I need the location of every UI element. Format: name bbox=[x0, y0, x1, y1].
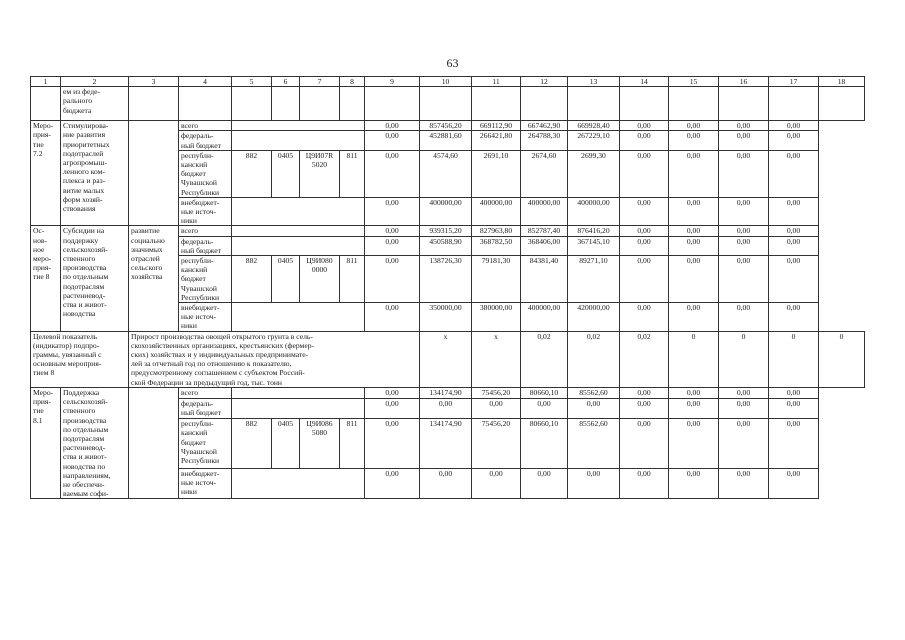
value-cell: 2691,10 bbox=[472, 150, 521, 197]
value-cell: 0,00 bbox=[620, 419, 669, 469]
m8-codes-empty-mid bbox=[232, 236, 365, 255]
cont-empty-17 bbox=[769, 87, 819, 121]
value-cell: 0,00 bbox=[420, 398, 472, 419]
cont-empty-4 bbox=[179, 87, 232, 121]
cont-name: ем из феде- рального бюджета bbox=[61, 87, 129, 121]
header-col-5: 5 bbox=[232, 77, 272, 87]
m8-source: внебюджет- ные источ- ники bbox=[179, 303, 232, 332]
value-cell: 0,00 bbox=[620, 469, 669, 499]
m72-code-grbs: 882 bbox=[232, 150, 272, 197]
m72-name: Стимулирова- ние развития приоритетных подотраслей агропромыш- ленного ком- плекса и раз- витие малых форм хозяй- ствования bbox=[61, 121, 129, 226]
value-cell: 852787,40 bbox=[521, 226, 568, 236]
value-cell: 827963,80 bbox=[472, 226, 521, 236]
cont-empty-14 bbox=[620, 87, 669, 121]
m72-goal bbox=[129, 121, 179, 226]
value-cell: 0,00 bbox=[719, 303, 769, 332]
m81-label: Меро- прия- тие 8.1 bbox=[31, 387, 61, 498]
header-col-10: 10 bbox=[420, 77, 472, 87]
m81-codes-empty-bottom bbox=[232, 469, 365, 499]
m8-code-grbs: 882 bbox=[232, 256, 272, 303]
value-cell: 0,00 bbox=[620, 197, 669, 226]
m8-code-section: 0405 bbox=[272, 256, 300, 303]
value-cell: 80660,10 bbox=[521, 419, 568, 469]
value-cell: 400000,00 bbox=[472, 197, 521, 226]
m81-code-grbs: 882 bbox=[232, 419, 272, 469]
m72-codes-empty-mid bbox=[232, 131, 365, 150]
value-cell: 0,00 bbox=[669, 398, 719, 419]
m81-codes-empty-mid bbox=[232, 398, 365, 419]
value-cell: 264788,30 bbox=[521, 131, 568, 150]
m8-goal: развитие социально значимых отраслей сельского хозяйства bbox=[129, 226, 179, 331]
cont-label bbox=[31, 87, 61, 121]
value-cell: 0,00 bbox=[669, 387, 719, 398]
value-cell: 0,00 bbox=[669, 226, 719, 236]
m72-code-target: Ц9И07R 5020 bbox=[300, 150, 340, 197]
value-cell: 400000,00 bbox=[420, 197, 472, 226]
target-value: 0,02 bbox=[568, 331, 620, 387]
value-cell: 0,00 bbox=[719, 150, 769, 197]
m81-source: всего bbox=[179, 387, 232, 398]
target-value: 0 bbox=[769, 331, 819, 387]
m8-code-type: 811 bbox=[340, 256, 365, 303]
value-cell: 134174,90 bbox=[420, 419, 472, 469]
value-cell: 0,00 bbox=[669, 419, 719, 469]
value-cell: 380000,00 bbox=[472, 303, 521, 332]
value-cell: 0,00 bbox=[719, 236, 769, 255]
value-cell: 0,00 bbox=[472, 469, 521, 499]
target-label: Целевой показатель (индикатор) подпро- граммы, увязанный с основным мероприя- тием 8 bbox=[31, 331, 129, 387]
m72-source: всего bbox=[179, 121, 232, 131]
m8-source: республи- канский бюджет Чувашской Республики bbox=[179, 256, 232, 303]
cont-empty-15 bbox=[669, 87, 719, 121]
value-cell: 350000,00 bbox=[420, 303, 472, 332]
value-cell: 0,00 bbox=[719, 197, 769, 226]
cont-empty-6 bbox=[272, 87, 300, 121]
m72-codes-empty-top bbox=[232, 121, 365, 131]
m72-row-total bbox=[31, 121, 865, 131]
header-col-18: 18 bbox=[819, 77, 865, 87]
m8-codes-empty-top bbox=[232, 226, 365, 236]
m72-source: внебюджет- ные источ- ники bbox=[179, 197, 232, 226]
value-cell: 0,00 bbox=[719, 131, 769, 150]
cont-empty-12 bbox=[521, 87, 568, 121]
value-cell: 0,00 bbox=[769, 398, 819, 419]
header-col-15: 15 bbox=[669, 77, 719, 87]
budget-table bbox=[30, 76, 865, 499]
m72-label: Меро- прия- тие 7.2 bbox=[31, 121, 61, 226]
value-cell: 368406,00 bbox=[521, 236, 568, 255]
header-col-3: 3 bbox=[129, 77, 179, 87]
value-cell: 0,00 bbox=[719, 398, 769, 419]
value-cell: 0,00 bbox=[620, 226, 669, 236]
value-cell: 368782,50 bbox=[472, 236, 521, 255]
m8-row-total bbox=[31, 226, 865, 236]
m81-code-section: 0405 bbox=[272, 419, 300, 469]
value-cell: 0,00 bbox=[669, 303, 719, 332]
cont-empty-10 bbox=[420, 87, 472, 121]
header-col-8: 8 bbox=[340, 77, 365, 87]
value-cell: 0,00 bbox=[669, 236, 719, 255]
header-col-1: 1 bbox=[31, 77, 61, 87]
value-cell: 0,00 bbox=[620, 131, 669, 150]
header-col-16: 16 bbox=[719, 77, 769, 87]
value-cell: 79181,30 bbox=[472, 256, 521, 303]
value-cell: 0,00 bbox=[568, 469, 620, 499]
header-col-14: 14 bbox=[620, 77, 669, 87]
value-cell: 0,00 bbox=[719, 226, 769, 236]
m72-source: федераль- ный бюджет bbox=[179, 131, 232, 150]
value-cell: 266421,80 bbox=[472, 131, 521, 150]
m8-code-target: Ц9И080 0000 bbox=[300, 256, 340, 303]
header-col-13: 13 bbox=[568, 77, 620, 87]
m8-name: Субсидии на поддержку сельскохозяй- ственного производства по отдельным подотраслям растениевод- ства и живот- новодства bbox=[61, 226, 129, 331]
value-cell: 420000,00 bbox=[568, 303, 620, 332]
value-cell: 669928,40 bbox=[568, 121, 620, 131]
target-indicator-row bbox=[31, 331, 865, 387]
value-cell: 0,00 bbox=[620, 387, 669, 398]
value-cell: 0,00 bbox=[669, 197, 719, 226]
value-cell: 0,00 bbox=[669, 256, 719, 303]
value-cell: 0,00 bbox=[719, 387, 769, 398]
cont-goal bbox=[129, 87, 179, 121]
header-col-2: 2 bbox=[61, 77, 129, 87]
m81-source: внебюджет- ные источ- ники bbox=[179, 469, 232, 499]
value-cell: 75456,20 bbox=[472, 419, 521, 469]
value-cell: 0,00 bbox=[365, 131, 420, 150]
value-cell: 0,00 bbox=[769, 197, 819, 226]
cont-empty-7 bbox=[300, 87, 340, 121]
continuation-row bbox=[31, 87, 865, 121]
value-cell: 939315,20 bbox=[420, 226, 472, 236]
value-cell: 0,00 bbox=[365, 469, 420, 499]
m72-code-section: 0405 bbox=[272, 150, 300, 197]
m72-code-type: 811 bbox=[340, 150, 365, 197]
target-value: 0 bbox=[719, 331, 769, 387]
value-cell: 0,00 bbox=[669, 469, 719, 499]
header-col-4: 4 bbox=[179, 77, 232, 87]
value-cell: 80660,10 bbox=[521, 387, 568, 398]
value-cell: 367145,10 bbox=[568, 236, 620, 255]
value-cell: 0,00 bbox=[521, 469, 568, 499]
m8-source: федераль- ный бюджет bbox=[179, 236, 232, 255]
value-cell: 0,00 bbox=[769, 226, 819, 236]
target-value: 0 bbox=[819, 331, 865, 387]
value-cell: 0,00 bbox=[669, 131, 719, 150]
header-col-11: 11 bbox=[472, 77, 521, 87]
value-cell: 0,00 bbox=[620, 398, 669, 419]
value-cell: 0,00 bbox=[769, 303, 819, 332]
value-cell: 0,00 bbox=[620, 150, 669, 197]
value-cell: 0,00 bbox=[769, 150, 819, 197]
value-cell: 0,00 bbox=[568, 398, 620, 419]
value-cell: 0,00 bbox=[669, 121, 719, 131]
value-cell: 0,00 bbox=[365, 226, 420, 236]
cont-empty-8 bbox=[340, 87, 365, 121]
cont-empty-11 bbox=[472, 87, 521, 121]
value-cell: 0,00 bbox=[769, 236, 819, 255]
value-cell: 0,00 bbox=[719, 469, 769, 499]
target-value: x bbox=[472, 331, 521, 387]
value-cell: 2699,30 bbox=[568, 150, 620, 197]
value-cell: 0,00 bbox=[620, 256, 669, 303]
value-cell: 85562,60 bbox=[568, 419, 620, 469]
value-cell: 0,00 bbox=[669, 150, 719, 197]
value-cell: 0,00 bbox=[472, 398, 521, 419]
m8-label: Ос- нов- ное меро- прия- тие 8 bbox=[31, 226, 61, 331]
value-cell: 2674,60 bbox=[521, 150, 568, 197]
value-cell: 0,00 bbox=[365, 303, 420, 332]
target-value: 0,02 bbox=[521, 331, 568, 387]
m8-codes-empty-bottom bbox=[232, 303, 365, 332]
header-col-12: 12 bbox=[521, 77, 568, 87]
value-cell: 267229,10 bbox=[568, 131, 620, 150]
value-cell: 84381,40 bbox=[521, 256, 568, 303]
value-cell: 0,00 bbox=[620, 303, 669, 332]
m81-name: Поддержка сельскохозяй- ственного производства по отдельным подотраслям растениевод- ства и живот- новодства по направлениям, не обеспечи- ваемым софи- bbox=[61, 387, 129, 498]
header-col-17: 17 bbox=[769, 77, 819, 87]
cont-empty-13 bbox=[568, 87, 620, 121]
value-cell: 0,00 bbox=[521, 398, 568, 419]
target-value: 0 bbox=[669, 331, 719, 387]
header-col-7: 7 bbox=[300, 77, 340, 87]
value-cell: 0,00 bbox=[769, 419, 819, 469]
value-cell: 400000,00 bbox=[521, 197, 568, 226]
value-cell: 0,00 bbox=[365, 419, 420, 469]
value-cell: 0,00 bbox=[719, 121, 769, 131]
value-cell: 0,00 bbox=[420, 469, 472, 499]
value-cell: 4574,60 bbox=[420, 150, 472, 197]
value-cell: 400000,00 bbox=[521, 303, 568, 332]
value-cell: 0,00 bbox=[365, 256, 420, 303]
cont-empty-16 bbox=[719, 87, 769, 121]
value-cell: 857456,20 bbox=[420, 121, 472, 131]
m81-goal bbox=[129, 387, 179, 498]
value-cell: 0,00 bbox=[719, 419, 769, 469]
value-cell: 0,00 bbox=[365, 197, 420, 226]
m81-source: федераль- ный бюджет bbox=[179, 398, 232, 419]
value-cell: 667462,90 bbox=[521, 121, 568, 131]
target-text: Прирост производства овощей открытого грунта в сель- скохозяйственных организациях, крестьянских (фермер- ских) хозяйствах и у индивидуальных предпринимате- лей за отчетный год по отношению к показателю, предусмотренному соглашением с субъектом Россий- ской Федерации за предыдущий год, тыс. тонн bbox=[129, 331, 420, 387]
value-cell: 0,00 bbox=[769, 121, 819, 131]
cont-empty-18 bbox=[819, 87, 865, 121]
value-cell: 0,00 bbox=[620, 121, 669, 131]
target-value: 0,02 bbox=[620, 331, 669, 387]
m8-source: всего bbox=[179, 226, 232, 236]
value-cell: 450588,90 bbox=[420, 236, 472, 255]
m72-codes-empty-bottom bbox=[232, 197, 365, 226]
value-cell: 0,00 bbox=[365, 150, 420, 197]
value-cell: 876416,20 bbox=[568, 226, 620, 236]
m81-source: республи- канский бюджет Чувашской Республики bbox=[179, 419, 232, 469]
target-value: x bbox=[420, 331, 472, 387]
value-cell: 0,00 bbox=[769, 256, 819, 303]
value-cell: 85562,60 bbox=[568, 387, 620, 398]
m81-code-type: 811 bbox=[340, 419, 365, 469]
header-row bbox=[31, 77, 865, 87]
value-cell: 0,00 bbox=[365, 236, 420, 255]
value-cell: 75456,20 bbox=[472, 387, 521, 398]
cont-empty-5 bbox=[232, 87, 272, 121]
header-col-9: 9 bbox=[365, 77, 420, 87]
value-cell: 0,00 bbox=[769, 469, 819, 499]
value-cell: 669112,90 bbox=[472, 121, 521, 131]
value-cell: 452881,60 bbox=[420, 131, 472, 150]
value-cell: 0,00 bbox=[620, 236, 669, 255]
value-cell: 0,00 bbox=[365, 387, 420, 398]
value-cell: 0,00 bbox=[365, 398, 420, 419]
value-cell: 0,00 bbox=[365, 121, 420, 131]
m81-code-target: Ц9И086 5080 bbox=[300, 419, 340, 469]
m72-source: республи- канский бюджет Чувашской Республики bbox=[179, 150, 232, 197]
value-cell: 134174,90 bbox=[420, 387, 472, 398]
value-cell: 89271,10 bbox=[568, 256, 620, 303]
page-number: 63 bbox=[446, 56, 459, 70]
m81-codes-empty-top bbox=[232, 387, 365, 398]
value-cell: 138726,30 bbox=[420, 256, 472, 303]
header-col-6: 6 bbox=[272, 77, 300, 87]
value-cell: 0,00 bbox=[769, 131, 819, 150]
cont-empty-9 bbox=[365, 87, 420, 121]
m81-row-total bbox=[31, 387, 865, 398]
value-cell: 400000,00 bbox=[568, 197, 620, 226]
value-cell: 0,00 bbox=[719, 256, 769, 303]
value-cell: 0,00 bbox=[769, 387, 819, 398]
